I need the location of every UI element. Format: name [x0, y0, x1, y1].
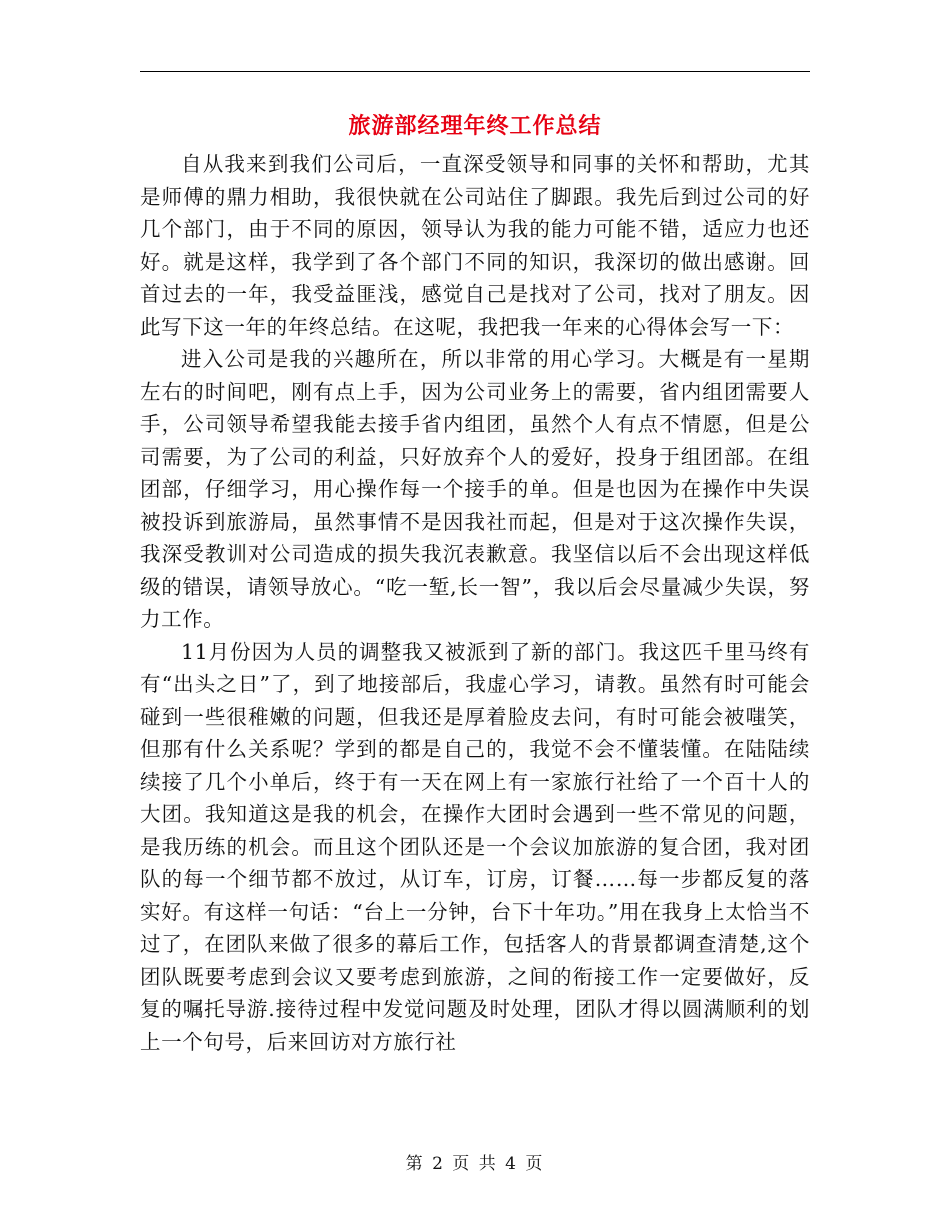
paragraph-1: 自从我来到我们公司后，一直深受领导和同事的关怀和帮助，尤其是师傅的鼎力相助，我很快就在公司站住了脚跟。我先后到过公司的好几个部门，由于不同的原因，领导认为我的能力可能不错，适应力也还好。就是这样，我学到了各个部门不同的知识，我深切的做出感谢。回首过去的一年，我受益匪浅，感觉自己是找对了公司，找对了朋友。因此写下这一年的年终总结。在这呢，我把我一年来的心得体会写一下：: [140, 152, 810, 339]
paragraph-3: 11月份因为人员的调整我又被派到了新的部门。我这匹千里马终有有“出头之日”了，到了地接部后，我虚心学习，请教。虽然有时可能会碰到一些很稚嫩的问题，但我还是厚着脸皮去问，有时可能会被嗤笑，但那有什么关系呢？学到的都是自己的，我觉不会不懂装懂。在陆陆续续接了几个小单后，终于有一天在网上有一家旅行社给了一个百十人的大团。我知道这是我的机会，在操作大团时会遇到一些不常见的问题，是我历练的机会。而且这个团队还是一个会议加旅游的复合团，我对团队的每一个细节都不放过，从订车，订房，订餐……每一步都反复的落实好。有这样一句话：“台上一分钟，台下十年功。”用在我身上太恰当不过了，在团队来做了很多的幕后工作，包括客人的背景都调查清楚,这个团队既要考虑到会议又要考虑到旅游，之间的衔接工作一定要做好，反复的嘱托导游.接待过程中发觉问题及时处理，团队才得以圆满顺利的划上一个句号，后来回访对方旅行社: [140, 639, 810, 1054]
header-rule: [140, 71, 810, 72]
document-title: 旅游部经理年终工作总结: [348, 113, 602, 139]
paragraph-2: 进入公司是我的兴趣所在，所以非常的用心学习。大概是有一星期左右的时间吧，刚有点上手，因为公司业务上的需要，省内组团需要人手，公司领导希望我能去接手省内组团，虽然个人有点不情愿，但是公司需要，为了公司的利益，只好放弃个人的爱好，投身于组团部。在组团部，仔细学习，用心操作每一个接手的单。但是也因为在操作中失误被投诉到旅游局，虽然事情不是因我社而起，但是对于这次操作失误，我深受教训对公司造成的损失我沉表歉意。我坚信以后不会出现这样低级的错误，请领导放心。“吃一堑,长一智”，我以后会尽量减少失误，努力工作。: [140, 347, 810, 631]
page-footer: 第 2 页 共 4 页: [405, 1154, 545, 1174]
document-body: [140, 148, 810, 1058]
